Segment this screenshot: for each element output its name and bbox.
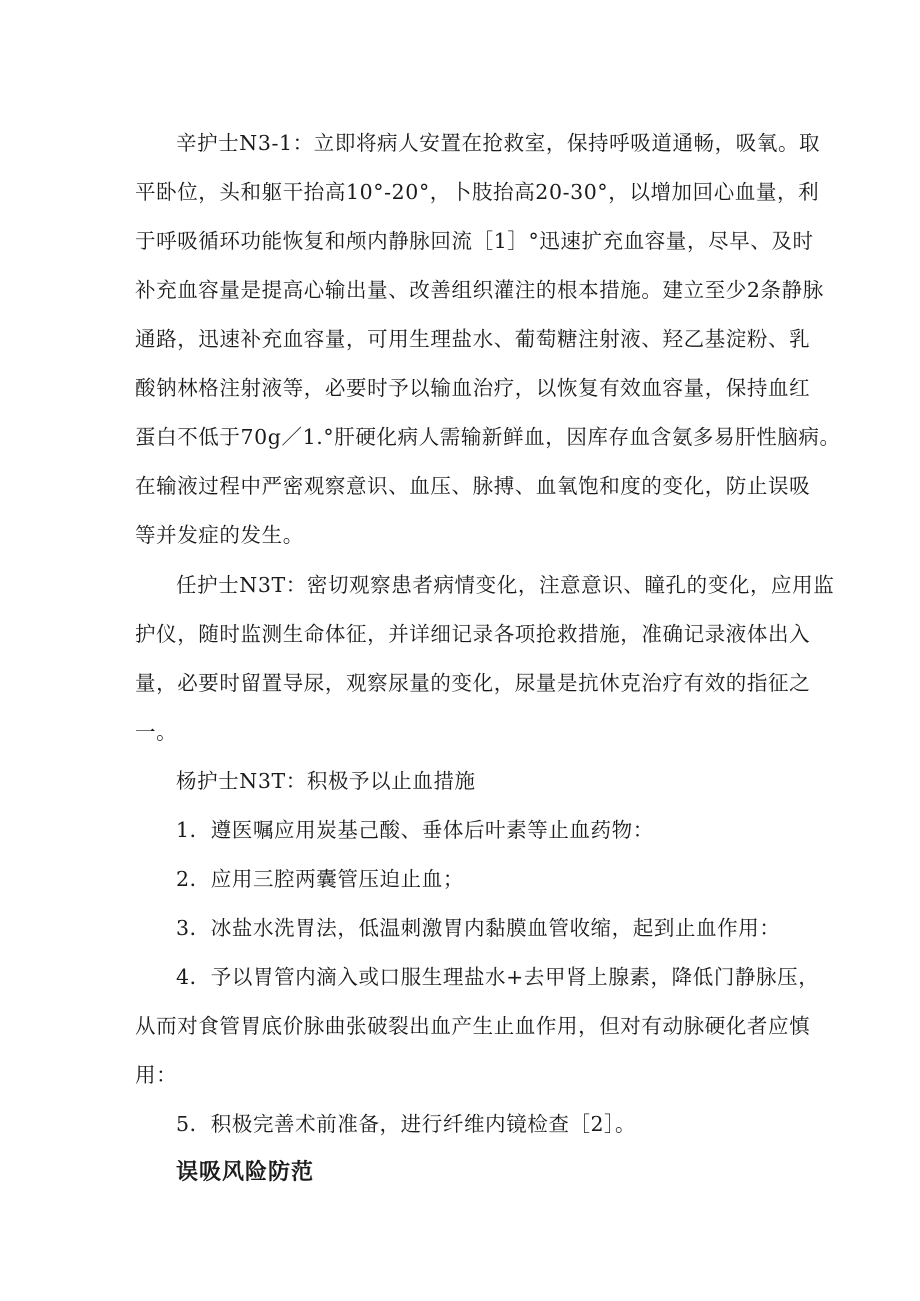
paragraph-line: 酸钠林格注射液等，必要时予以输血治疗，以恢复有效血容量，保持血红 <box>135 376 811 400</box>
paragraph-line: 杨护士N3T：积极予以止血措施 <box>176 769 476 793</box>
paragraph-line: 于呼吸循环功能恢复和颅内静脉回流［1］°迅速扩充血容量，尽早、及时 <box>135 229 814 253</box>
paragraph-line: 等并发症的发生。 <box>135 523 304 547</box>
list-item: 3．冰盐水洗胃法，低温刺激胃内黏膜血管收缩，起到止血作用： <box>176 916 781 940</box>
paragraph-line: 通路，迅速补充血容量，可用生理盐水、葡萄糖注射液、羟乙基淀粉、乳 <box>135 327 811 351</box>
paragraph-line: 平卧位，头和躯干抬高10°-20°，卜肢抬高20-30°，以增加回心血量，利 <box>135 180 820 204</box>
list-item-continuation: 从而对食管胃底价脉曲张破裂出血产生止血作用，但对有动脉硬化者应慎 <box>135 1014 811 1038</box>
paragraph-line: 任护士N3T：密切观察患者病情变化，注意意识、瞳孔的变化，应用监 <box>176 573 835 597</box>
list-item: 2．应用三腔两囊管压迫止血； <box>176 867 464 891</box>
paragraph-line: 辛护士N3-1：立即将病人安置在抢救室，保持呼吸道通畅，吸氧。取 <box>176 131 821 155</box>
list-item: 5．积极完善术前准备，进行纤维内镜检查［2］。 <box>176 1112 637 1136</box>
paragraph-line: 蛋白不低于70g／1.°肝硬化病人需输新鲜血，因库存血含氨多易肝性脑病。 <box>135 425 841 449</box>
list-item: 4．予以胃管内滴入或口服生理盐水+去甲肾上腺素，降低门静脉压， <box>176 965 820 989</box>
paragraph-line: 护仪，随时监测生命体征，并详细记录各项抢救措施，准确记录液体出入 <box>135 622 811 646</box>
list-item-continuation: 用： <box>135 1063 178 1087</box>
paragraph-line: 一。 <box>135 720 178 744</box>
list-item: 1．遵医嘱应用炭基己酸、垂体后叶素等止血药物： <box>176 818 654 842</box>
paragraph-line: 在输液过程中严密观察意识、血压、脉搏、血氧饱和度的变化，防止误吸 <box>135 474 811 498</box>
paragraph-line: 补充血容量是提高心输出量、改善组织灌注的根本措施。建立至少2条静脉 <box>135 278 824 302</box>
section-heading: 误吸风险防范 <box>176 1160 315 1185</box>
paragraph-line: 量，必要时留置导尿，观察尿量的变化，尿量是抗休克治疗有效的指征之 <box>135 671 811 695</box>
